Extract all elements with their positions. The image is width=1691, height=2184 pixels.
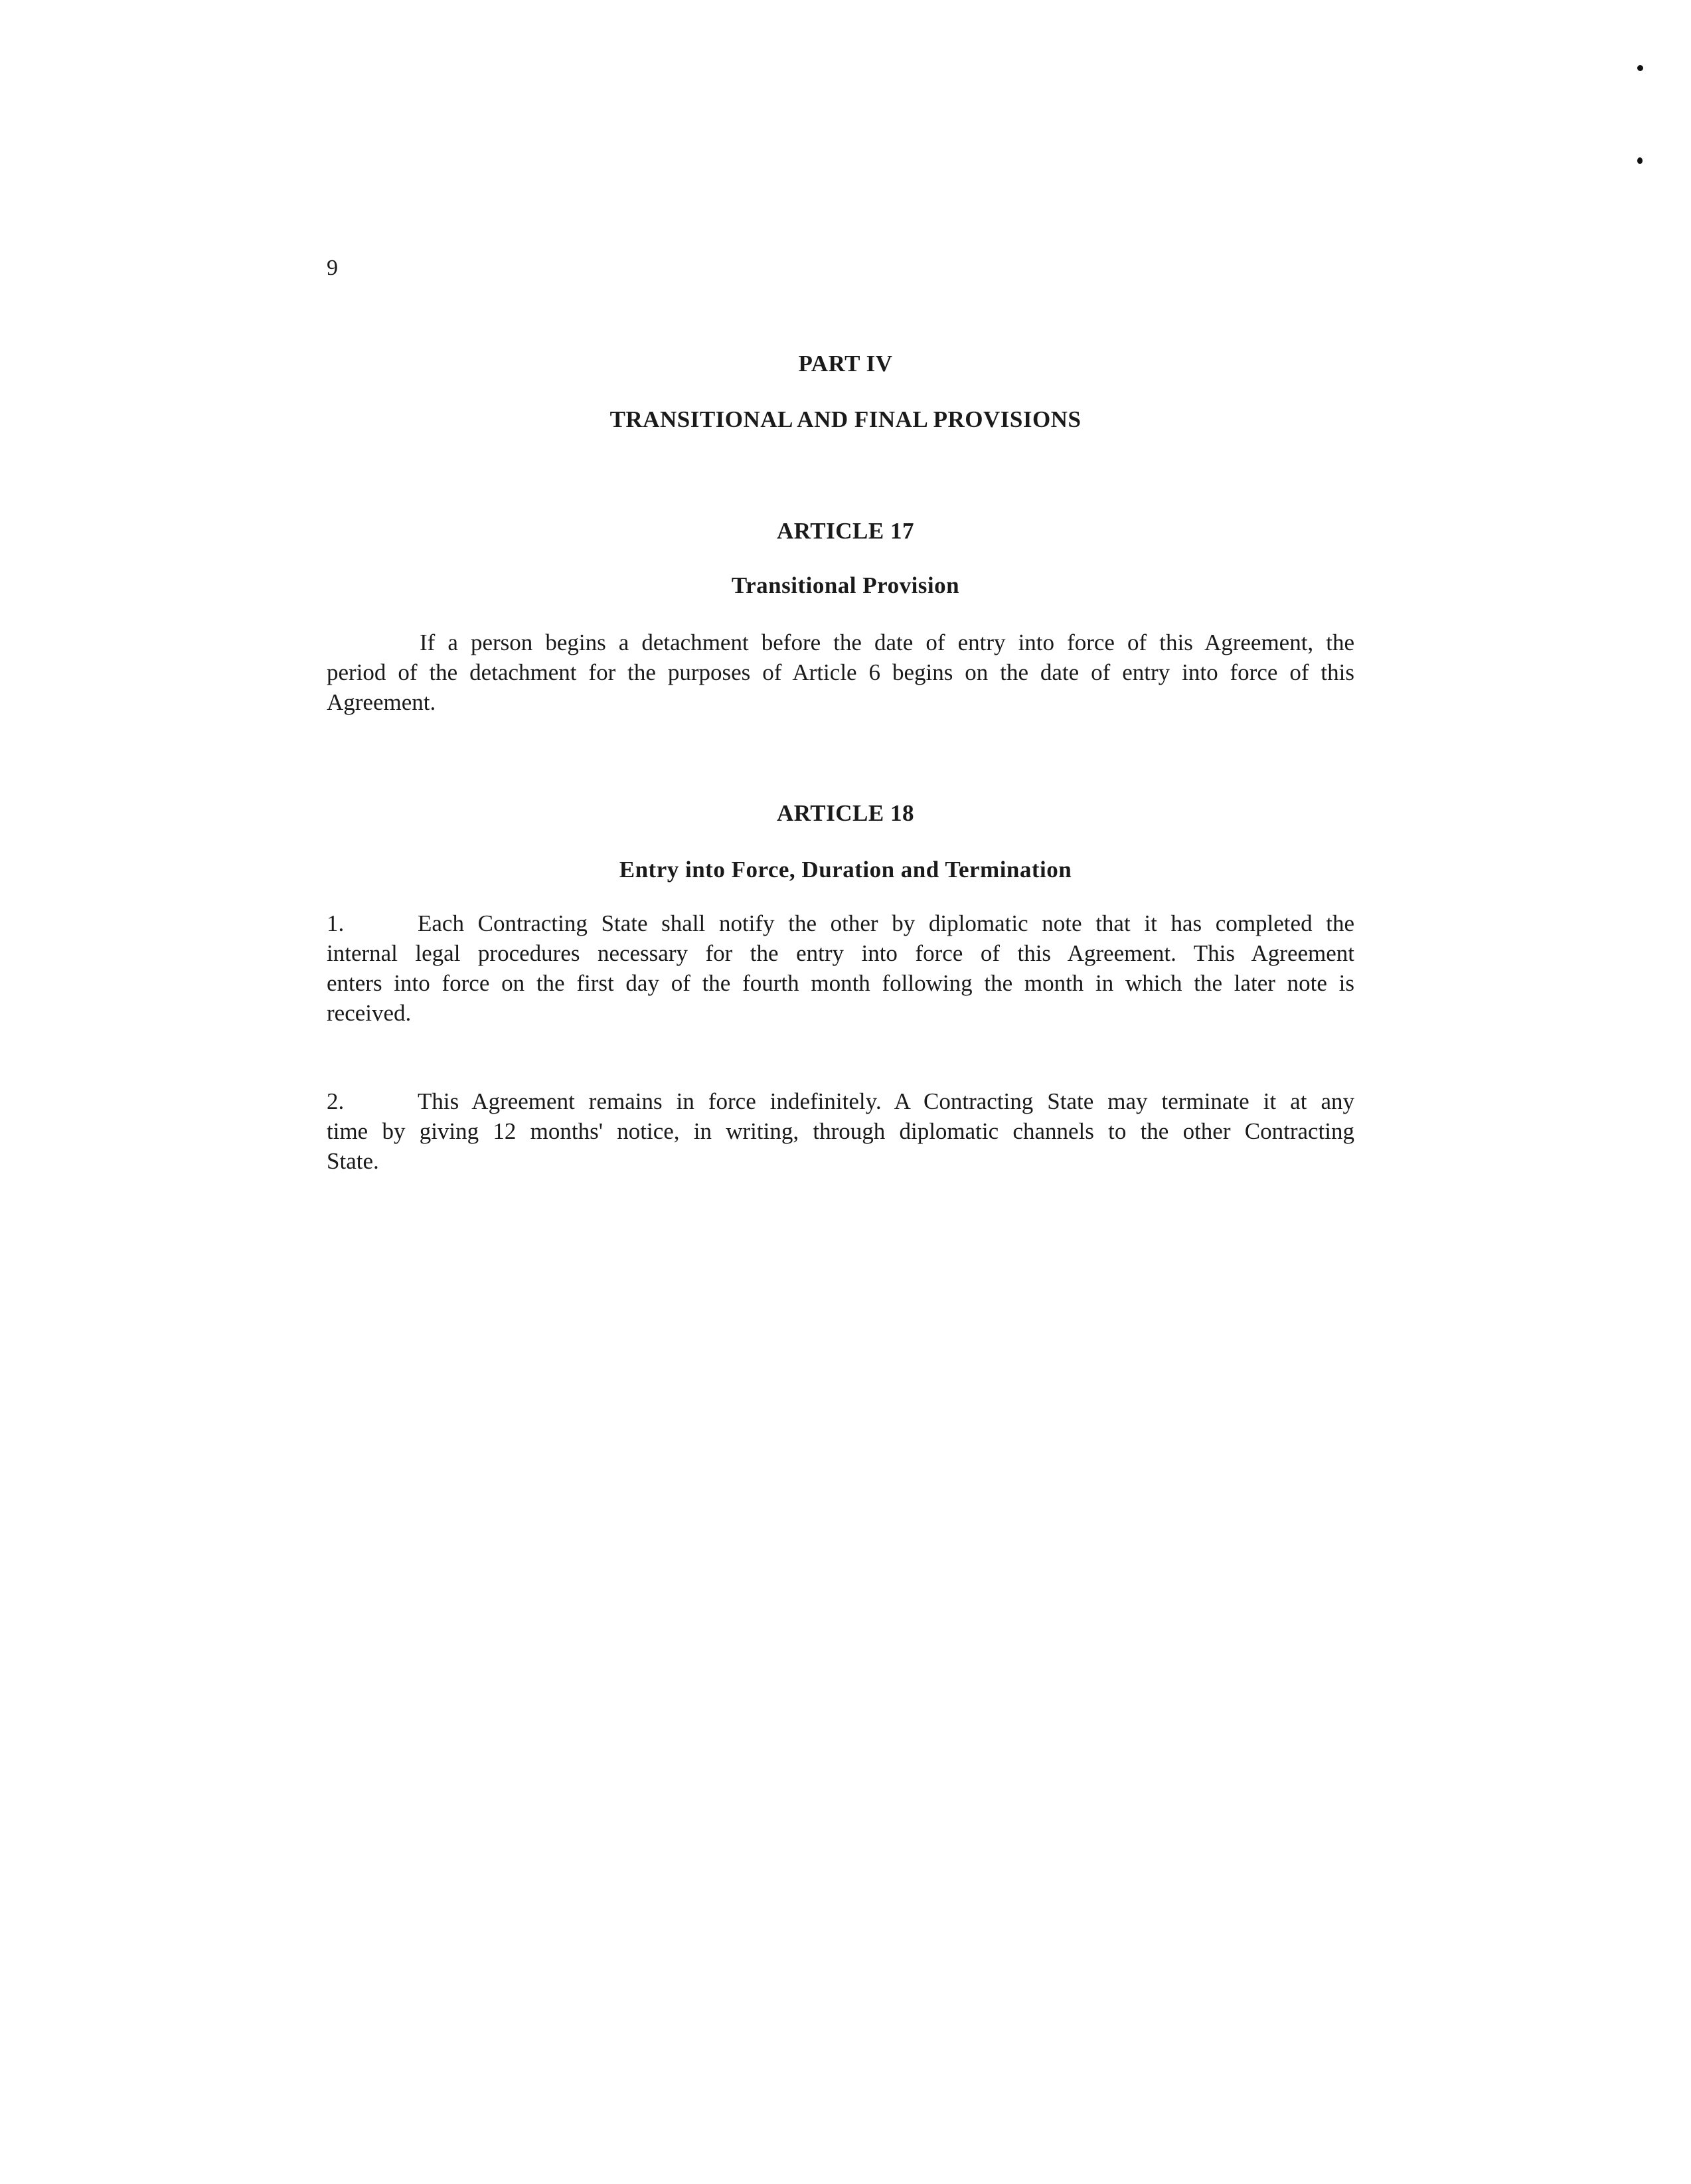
article-17-paragraph xyxy=(327,628,1354,717)
paragraph-line: period of the detachment for the purposes of Article 6 begins on the date of entry into force of this xyxy=(327,659,1354,685)
paragraph-line: enters into force on the first day of the fourth month following the month in which the later note is xyxy=(327,970,1354,996)
article-17-subtitle: Transitional Provision xyxy=(731,572,960,598)
paragraph-number: 1. xyxy=(327,910,345,936)
article-17-title: ARTICLE 17 xyxy=(776,518,914,544)
paragraph-line: internal legal procedures necessary for the entry into force of this Agreement. This Agreement xyxy=(327,940,1354,966)
article-18-title: ARTICLE 18 xyxy=(776,800,914,826)
paragraph-line: Agreement. xyxy=(327,689,436,715)
article-18-paragraph-2 xyxy=(327,1086,1354,1176)
part-subtitle: TRANSITIONAL AND FINAL PROVISIONS xyxy=(609,406,1082,432)
paragraph-line: received. xyxy=(327,1000,412,1026)
paragraph-line: 1. Each Contracting State shall notify the other by diplomatic note that it has completed the xyxy=(327,908,1354,938)
page-number: 9 xyxy=(327,256,338,280)
article-18-subtitle: Entry into Force, Duration and Termination xyxy=(619,857,1072,882)
paragraph-line: If a person begins a detachment before the date of entry into force of this Agreement, the xyxy=(420,630,1354,655)
paragraph-line: State. xyxy=(327,1148,379,1174)
scan-speck xyxy=(1637,65,1643,71)
paragraph-line: 2. This Agreement remains in force indefinitely. A Contracting State may terminate it at any xyxy=(327,1086,1354,1116)
article-18-paragraph-1 xyxy=(327,908,1354,1028)
part-title: PART IV xyxy=(798,351,893,377)
paragraph-line: time by giving 12 months' notice, in writing, through diplomatic channels to the other Contracting xyxy=(327,1118,1354,1144)
paragraph-number: 2. xyxy=(327,1088,345,1114)
scan-speck xyxy=(1637,157,1643,164)
